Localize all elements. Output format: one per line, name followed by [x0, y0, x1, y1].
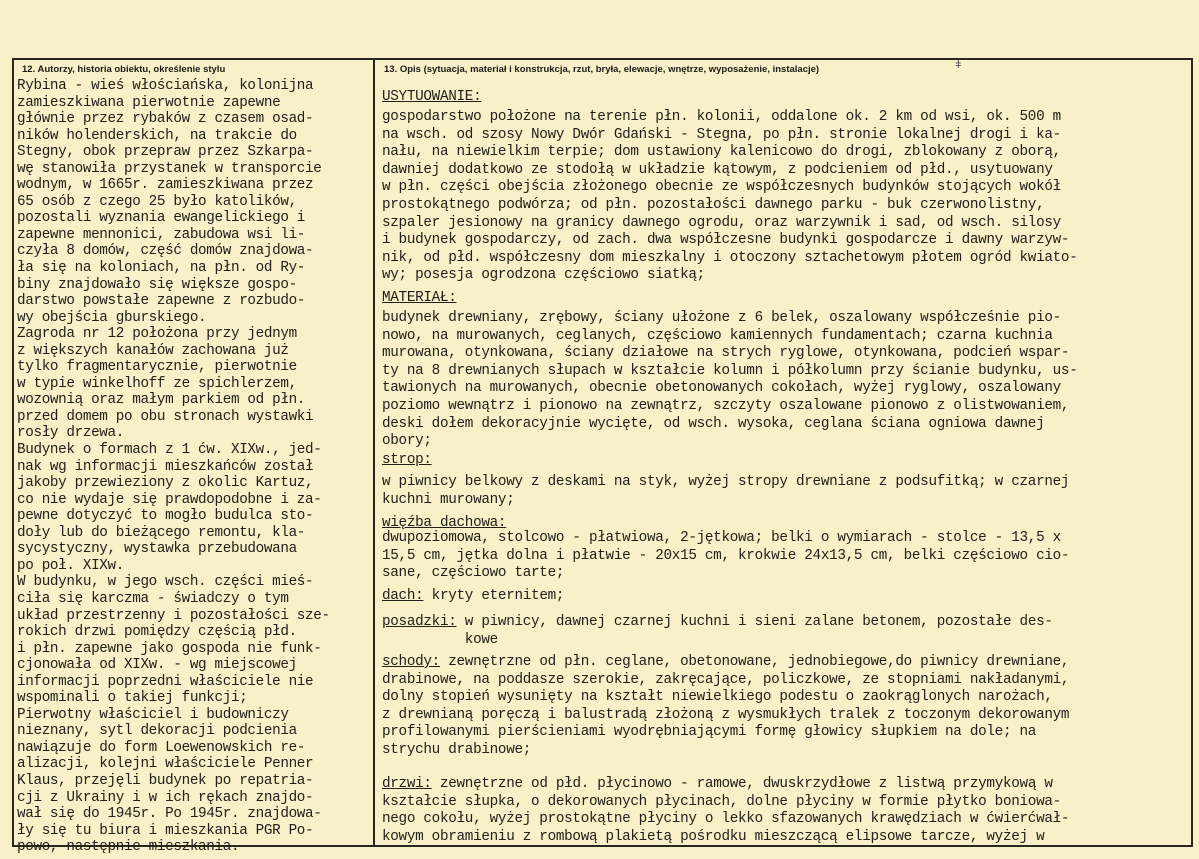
section-13-header: 13. Opis (sytuacja, materiał i konstrukcja, rzut, bryła, elewacje, wnętrze, wyposażenie, instalacje)	[384, 64, 820, 75]
description-line: sane, częściowo tarte;	[382, 565, 565, 582]
history-line: doły lub do bieżącego remontu, kla-	[17, 524, 306, 541]
history-line: Klaus, przejęli budynek po repatria-	[17, 772, 314, 789]
drzwi-head: drzwi:	[382, 776, 432, 792]
history-line: wy obejścia gburskiego.	[17, 309, 207, 326]
history-line: jakoby przewieziony z okolic Kartuz,	[17, 475, 314, 492]
history-line: wspominali o takiej funkcji;	[17, 690, 248, 707]
history-line: tylko fragmentarycznie, pierwotnie	[17, 359, 297, 376]
wiezba-title: więźba dachowa:	[382, 515, 507, 531]
history-line: wodnym, w 1665r. zamieszkiwana przez	[17, 177, 314, 194]
section-material	[382, 289, 1190, 451]
material-title: MATERIAŁ:	[382, 290, 457, 306]
history-line: wał się do 1945r. Po 1945r. znajdowa-	[17, 806, 322, 823]
history-line: pozostali wyznania ewangelickiego i	[17, 210, 306, 227]
history-line: cjonowała od XIXw. - wg miejscowej	[17, 657, 297, 674]
description-line: wy; posesja ogrodzona częściowo siatką;	[382, 267, 705, 284]
history-line: wozownią oraz małym parkiem od płn.	[17, 392, 306, 409]
section-usytuowanie	[382, 88, 1190, 285]
dach-head: dach:	[382, 588, 424, 604]
history-line: powo, następnie mieszkania.	[17, 839, 240, 856]
description-line: nik, od płd. współczesny dom mieszkalny i otoczony sztachetowym płotem ogród kwiato-	[382, 249, 1078, 266]
history-line: darstwo powstałe zapewne z rozbudo-	[17, 293, 306, 310]
description-line: i budynek gospodarczy, od zach. dwa współczesne budynki gospodarcze i dawny warzyw-	[382, 232, 1070, 249]
description-line: nego cokołu, wyżej prostokątne płyciny o lekko sfazowanych krawędziach w ćwierćwał-	[382, 811, 1070, 828]
drzwi-text: zewnętrzne od płd. płycinowo - ramowe, dwuskrzydłowe z listwą przymykową w	[431, 776, 1053, 792]
description-line: 15,5 cm, jętka dolna i płatwie - 20x15 cm, krokwie 24x13,5 cm, belki częściowo cio-	[382, 547, 1070, 564]
posadzki-line-1	[382, 614, 1190, 632]
history-line: zapewne mennonici, zabudowa wsi li-	[17, 226, 306, 243]
dach-text: kryty eternitem;	[423, 588, 565, 604]
description-line: budynek drewniany, zrębowy, ściany ułożone z 6 belek, oszalowany współcześnie pio-	[382, 310, 1061, 326]
history-line: czyła 8 domów, część domów znajdowa-	[17, 243, 314, 260]
history-line: zamieszkiwana pierwotnie zapewne	[17, 94, 281, 111]
section-wiezba	[382, 516, 1190, 583]
wiezba-body	[382, 530, 1190, 583]
posadzki-line-2: kowe	[382, 631, 498, 648]
history-line: pewne dotyczyć to mogło budulca sto-	[17, 508, 314, 525]
schody-body	[382, 672, 1190, 760]
history-line: Zagroda nr 12 położona przy jednym	[17, 326, 297, 343]
description-line: kuchni murowany;	[382, 491, 515, 508]
section-drzwi	[382, 776, 1190, 846]
material-body	[382, 310, 1190, 451]
history-line: nawiązuje do form Loewenowskich re-	[17, 739, 306, 756]
history-line: Pierwotny właściciel i budowniczy	[17, 706, 289, 723]
history-line: sycystyczny, wystawka przebudowana	[17, 541, 297, 558]
history-line: układ przestrzenny i pozostałości sze-	[17, 607, 330, 624]
description-line: drabinowe, na poddasze szerokie, zakręcające, policzkowe, ze stopniami nakładanymi,	[382, 671, 1070, 688]
schody-text: zewnętrzne od płn. ceglane, obetonowane, jednobiegowe,do piwnicy drewniane,	[439, 654, 1070, 670]
description-line: obory;	[382, 433, 432, 450]
history-line: rokich drzwi pomiędzy częścią płd.	[17, 624, 297, 641]
history-text	[17, 78, 369, 856]
history-line: z większych kanałów zachowana już	[17, 342, 289, 359]
description-line: dolny stopień wysunięty na kształt niewielkiego podestu o zaokrąglonych narożach,	[382, 689, 1053, 706]
posadzki-text: w piwnicy, dawnej czarnej kuchni i sieni zalane betonem, pozostałe des-	[456, 614, 1053, 630]
description-line: w płn. części obejścia złożonego obecnie ze współczesnych budynków stojących wokół	[382, 179, 1061, 196]
drzwi-body	[382, 794, 1190, 847]
history-line: nak wg informacji mieszkańców został	[17, 458, 314, 475]
usytuowanie-title: USYTUOWANIE:	[382, 89, 482, 105]
history-line: 65 osób z czego 25 było katolików,	[17, 193, 297, 210]
description-line: nowo, na murowanych, ceglanych, częściowo kamiennych fundamentach; czarna kuchnia	[382, 327, 1053, 344]
history-line: ciła się karczma - świadczy o tym	[17, 590, 289, 607]
description-line: tawionych na murowanych, obecnie obetonowanych cokołach, wyżej ryglowy, oszalowany	[382, 380, 1061, 397]
dach-line	[382, 588, 1190, 606]
history-line: Stegny, obok przepraw przez Szkarpa-	[17, 144, 314, 161]
history-line: Budynek o formach z 1 ćw. XIXw., jed-	[17, 442, 322, 459]
description-line: z drewnianą poręczą i balustradą złożoną z wysmukłych tralek z toczonym dekorowanym	[382, 706, 1070, 723]
history-line: cji z Ukrainy i w ich rękach znajdo-	[17, 789, 314, 806]
history-line: po poł. XIXw.	[17, 557, 124, 574]
description-line: poziomo wewnątrz i pionowo na zewnątrz, szczyty oszalowane pionowo z olistwowaniem,	[382, 397, 1070, 414]
strop-title: strop:	[382, 452, 432, 468]
corner-mark: ǂ	[955, 60, 962, 72]
description-line: dwupoziomowa, stolcowo - płatwiowa, 2-jętkowa; belki o wymiarach - stolce - 13,5 x	[382, 530, 1061, 546]
history-line: rosły drzewa.	[17, 425, 124, 442]
history-line: W budynku, w jego wsch. części mieś-	[17, 574, 314, 591]
schody-head: schody:	[382, 654, 440, 670]
schody-line-1	[382, 654, 1190, 672]
history-line: przed domem po obu stronach wystawki	[17, 408, 314, 425]
description-line: murowana, otynkowana, ściany działowe na strych ryglowe, otynkowana, podcień wspar-	[382, 345, 1070, 362]
description-line: profilowanymi pierścieniami wyodrębniającymi formę głowicy słupkiem na dole; na	[382, 724, 1037, 741]
description-line: szpaler jesionowy na granicy dawnego ogrodu, oraz warzywnik i sad, od wsch. silosy	[382, 214, 1061, 231]
description-line: w piwnicy belkowy z deskami na styk, wyżej stropy drewniane z podsufitką; w czarnej	[382, 474, 1070, 490]
history-line: nieznany, sytl dekoracji podcienia	[17, 723, 297, 740]
history-line: alizacji, kolejni właściciele Penner	[17, 756, 314, 773]
history-line: ników holenderskich, na trakcie do	[17, 127, 297, 144]
description-line: kowym obramieniu z rombową plakietą pośrodku mieszczącą elipsowe tarcze, wyżej w	[382, 828, 1045, 845]
history-line: Rybina - wieś włościańska, kolonijna	[17, 78, 314, 94]
drzwi-line-1	[382, 776, 1190, 794]
description-line: gospodarstwo położone na terenie płn. kolonii, oddalone ok. 2 km od wsi, ok. 500 m	[382, 109, 1061, 125]
top-rule	[12, 58, 1193, 60]
history-line: i płn. zapewne jako gospoda nie funk-	[17, 640, 322, 657]
column-divider	[373, 58, 375, 847]
description-line: na wsch. od szosy Nowy Dwór Gdański - Stegna, po płn. stronie lokalnej drogi i ka-	[382, 126, 1061, 143]
section-dach	[382, 588, 1190, 606]
history-line: głównie przez rybaków z czasem osad-	[17, 111, 314, 128]
history-line: biny znajdowało się większe gospo-	[17, 276, 297, 293]
history-line: co nie wydaje się prawdopodobne i za-	[17, 491, 322, 508]
description-line: ty na 8 drewnianych słupach w kształcie kolumn i półkolumn przy ścianie budynku, us-	[382, 362, 1078, 379]
section-posadzki	[382, 614, 1190, 649]
history-line: ła się na koloniach, na płn. od Ry-	[17, 260, 306, 277]
description-line: strychu drabinowe;	[382, 741, 532, 758]
description-line: kształcie słupka, o dekorowanych płycinach, dolne płyciny w formie płytko boniowa-	[382, 793, 1061, 810]
description-line: nału, na niewielkim terpie; dom ustawiony kalenicowo do drogi, zblokowany z oborą,	[382, 144, 1061, 161]
left-border	[12, 58, 14, 847]
section-strop	[382, 451, 1190, 509]
description-line: deski dołem dekoracyjnie wycięte, od wsch. wysoka, ceglana ściana ogniowa dawnej	[382, 415, 1045, 432]
right-border	[1191, 58, 1193, 847]
section-12-header: 12. Autorzy, historia obiektu, określenie stylu	[22, 64, 226, 75]
history-line: ły się tu biura i mieszkania PGR Po-	[17, 822, 314, 839]
description-line: prostokątnego podwórza; od płn. pozostałości dawnego parku - buk czerwonolistny,	[382, 196, 1045, 213]
usytuowanie-body	[382, 109, 1190, 285]
history-line: wę stanowiła przystanek w transporcie	[17, 160, 322, 177]
posadzki-head: posadzki:	[382, 614, 457, 630]
section-schody	[382, 654, 1190, 760]
history-line: informacji poprzedni właściciele nie	[17, 673, 314, 690]
strop-body	[382, 474, 1190, 509]
history-line: w typie winkelhoff ze spichlerzem,	[17, 375, 297, 392]
description-line: dawniej dodatkowo ze stodołą w układzie kątowym, z podcieniem od płd., usytuowany	[382, 161, 1053, 178]
